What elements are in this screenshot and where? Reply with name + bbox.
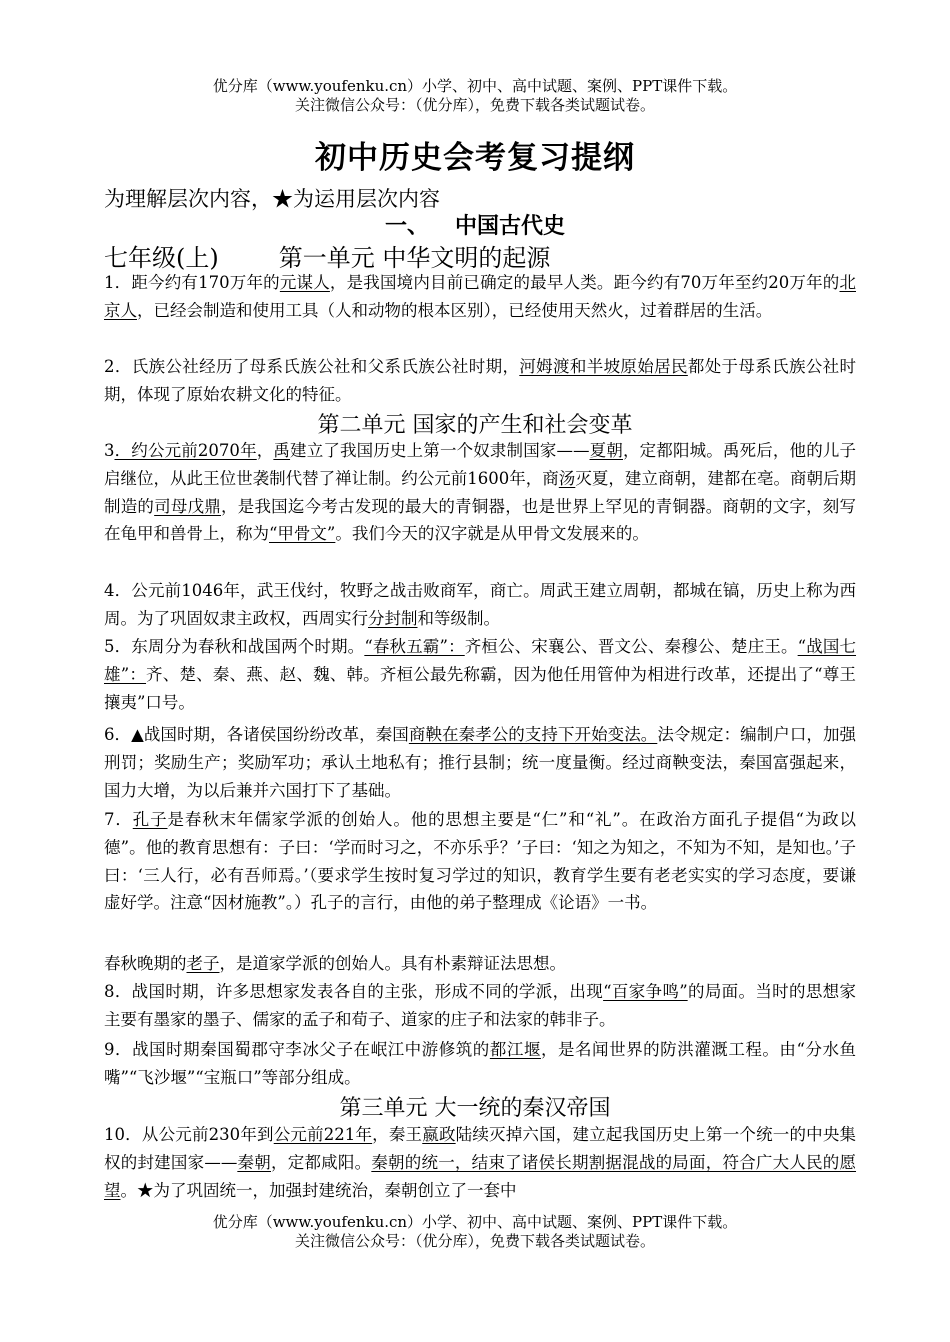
underlined-term: 都江堰 (489, 1040, 541, 1059)
text-run: 9．战国时期秦国蜀郡守李冰父子在岷江中游修筑的 (104, 1040, 490, 1059)
header-line-2: 关注微信公众号：（优分库），免费下载各类试题试卷。 (294, 96, 655, 114)
item-7 (104, 806, 856, 917)
underlined-term: 禹 (273, 441, 291, 460)
item-1 (104, 269, 856, 325)
text-run: 齐、楚、秦、燕、赵、魏、韩。齐桓公最先称霸，因为他任用管仲为相进行改革，还提出了“尊王攘夷”口号。 (104, 664, 856, 712)
underlined-term: 孔子 (132, 810, 168, 829)
legend-note: 为理解层次内容，★为运用层次内容 (104, 187, 440, 211)
underlined-term: 秦朝的统一，结束了诸侯长期割据混战的局面，符合广大人民的愿望 (104, 1152, 857, 1200)
item-4 (104, 577, 856, 633)
text-run: 。★为了巩固统一，加强封建统治，秦朝创立了一套中 (120, 1180, 517, 1200)
item-5 (104, 633, 856, 716)
text-run: ，是名闻世界的防洪灌溉工程。由“分水鱼嘴”“飞沙堰”“宝瓶口”等部分组成。 (104, 1040, 857, 1087)
text-run: 8．战国时期，许多思想家发表各自的主张，形成不同的学派，出现 (104, 982, 604, 1001)
text-run: ，是我国境内目前已确定的最早人类。距今约有70万年至约20万年的 (329, 273, 840, 292)
text-run: 和等级制。 (417, 608, 500, 628)
underlined-term: 元谋人 (279, 273, 330, 292)
unit-1-title: 第一单元 中华文明的起源 (278, 244, 551, 272)
text-run: 陆续灭掉六国，建立起我国历史上第一个统一的中央集权的封建国家—— (104, 1125, 857, 1172)
text-run: 都处于母系氏族公社时期，体现了原始农耕文化的特征。 (104, 357, 857, 404)
text-run: 7． (104, 810, 133, 829)
text-run: 春秋晚期的 (104, 954, 187, 973)
header-line-1: 优分库（www.youfenku.cn）小学、初中、高中试题、案例、PPT课件下载。 (212, 77, 738, 95)
text-run: 灭夏，建立商朝，建都在亳。商朝后期制造的 (104, 468, 856, 516)
text-run: 1．距今约有170万年的 (104, 273, 280, 292)
text-run: 4．公元前1046年，武王伐纣，牧野之战击败商军，商亡。周武王建立周朝，都城在镐，历史上称为西周。为了巩固奴隶主政权，西周实行 (104, 581, 856, 628)
text-run: 建立了我国历史上第一个奴隶制国家—— (290, 441, 590, 460)
text-run: 。我们今天的汉字就是从甲骨文发展来的。 (335, 524, 649, 544)
text-run: ，是我国迄今考古发现的最大的青铜器，也是世界上罕见的青铜器。商朝的文字，刻写在龟甲和兽骨上，称为 (104, 496, 857, 544)
underlined-term: 分封制 (368, 608, 418, 628)
footer-line-2: 关注微信公众号：（优分库），免费下载各类试题试卷。 (294, 1232, 655, 1250)
underlined-term: 北京人 (104, 273, 856, 320)
text-run: 6．▲战国时期，各诸侯国纷纷改革，秦国 (104, 725, 409, 744)
page-header (0, 77, 950, 115)
text-run: 法令规定：编制户口，加强刑罚；奖励生产；奖励军功；承认土地私有；推行县制；统一度量衡。经过商鞅变法，秦国富强起来，国力大增，为以后兼并六国打下了基础。 (104, 725, 856, 800)
item-8 (104, 978, 856, 1034)
text-run: ，已经会制造和使用工具（人和动物的根本区别），已经使用天然火，过着群居的生活。 (137, 300, 773, 320)
text-run: ，定都阳城。禹死后，他的儿子启继位，从此王位世袭制代替了禅让制。约公元前1600年，商 (104, 441, 857, 488)
text-run: ，是道家学派的创始人。具有朴素辩证法思想。 (219, 954, 566, 973)
item-2 (104, 353, 856, 409)
underlined-term: 老子 (186, 954, 220, 973)
text-run: 2．氏族公社经历了母系氏族公社和父系氏族公社时期， (104, 357, 520, 376)
part-number: 一、 (384, 214, 429, 239)
underlined-term: 商鞅在秦孝公的支持下开始变法。 (408, 725, 658, 744)
underlined-term: 公元前221年 (273, 1125, 373, 1144)
underlined-term: 嬴政 (422, 1125, 456, 1144)
document-title: 初中历史会考复习提纲 (315, 140, 635, 176)
underlined-term: “战国七雄”： (104, 637, 857, 684)
text-run: 的局面。当时的思想家主要有墨家的墨子、儒家的孟子和荀子、道家的庄子和法家的韩非子。 (104, 982, 857, 1029)
underlined-term: 秦朝 (237, 1152, 271, 1172)
item-7b (104, 950, 856, 978)
underlined-term: “春秋五霸”： (364, 637, 465, 656)
underlined-term: 河姆渡和半坡原始居民 (519, 357, 688, 376)
text-run: 3 (104, 441, 115, 460)
grade-label: 七年级(上) (104, 244, 219, 272)
unit-3-title: 第三单元 大一统的秦汉帝国 (339, 1096, 611, 1121)
underlined-term: ．约公元前2070年 (114, 441, 257, 460)
text-run: ， (256, 441, 274, 460)
part-label: 中国古代史 (455, 214, 566, 239)
text-run: 是春秋末年儒家学派的创始人。他的思想主要是“仁”和“礼”。在政治方面孔子提倡“为政以德”。他的教育思想有：子曰：‘学而时习之，不亦乐乎？’子曰：‘知之为知之，不知为不知，是知也。’子曰：‘三人行，必有吾师焉。’（要求学生按时复习学过的知识，教育学生要有老老实实的学习态度，要谦虚好学。注意“因材施教”。）孔子的言行，由他的弟子整理成《论语》一书。 (104, 810, 856, 913)
underlined-term: 汤 (558, 468, 576, 488)
text-run: ，秦王 (372, 1125, 423, 1144)
text-run: 5．东周分为春秋和战国两个时期。 (104, 637, 365, 656)
item-3 (104, 437, 856, 548)
underlined-term: 夏朝 (589, 441, 623, 460)
grade-unit-heading (104, 238, 550, 273)
part-heading (0, 209, 950, 240)
underlined-term: “甲骨文” (269, 524, 336, 544)
footer-line-1: 优分库（www.youfenku.cn）小学、初中、高中试题、案例、PPT课件下载。 (212, 1213, 738, 1231)
unit-2-title: 第二单元 国家的产生和社会变革 (317, 413, 633, 438)
underlined-term: 司母戊鼎 (154, 496, 222, 516)
underlined-term: “百家争鸣” (603, 982, 688, 1001)
item-6 (104, 721, 856, 804)
page-footer (0, 1213, 950, 1251)
text-run: 10．从公元前230年到 (104, 1125, 274, 1144)
item-10 (104, 1121, 856, 1204)
item-9 (104, 1036, 856, 1092)
text-run: 齐桓公、宋襄公、晋文公、秦穆公、楚庄王。 (464, 637, 798, 656)
text-run: ，定都咸阳。 (271, 1152, 372, 1172)
